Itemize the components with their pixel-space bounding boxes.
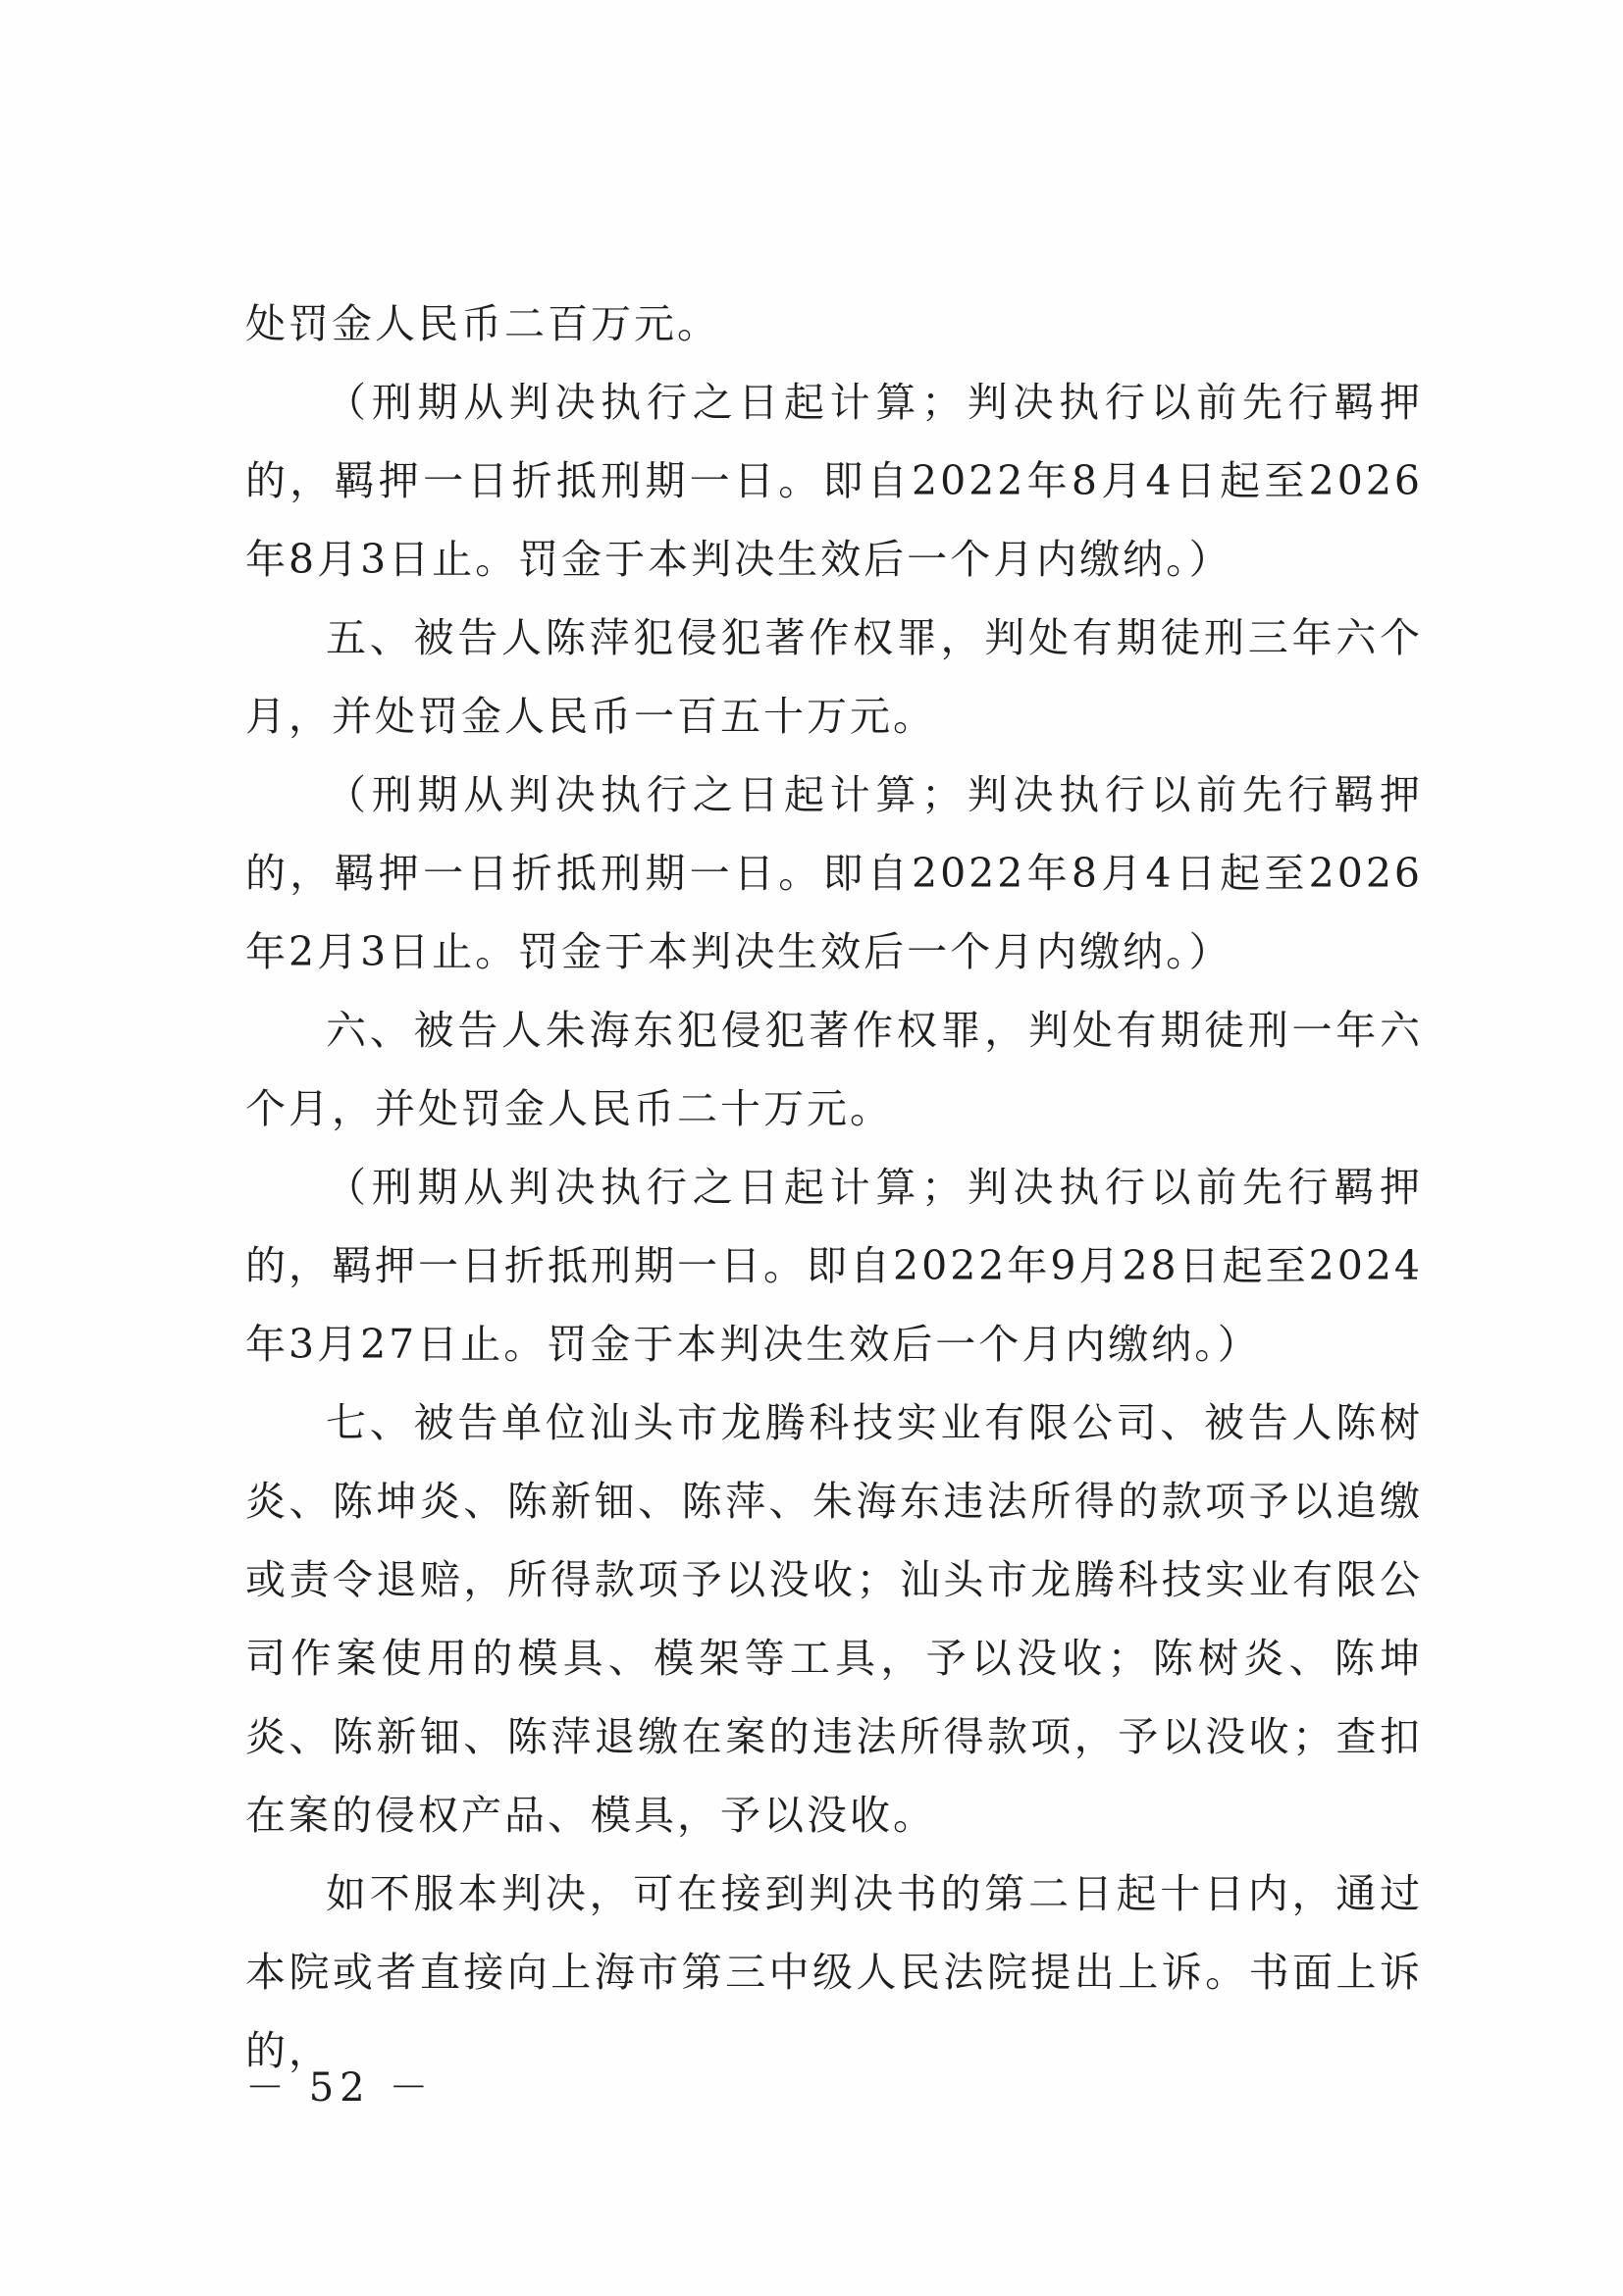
page-number: － 52 － [245,2065,435,2111]
paragraph-sentence-7: 七、被告单位汕头市龙腾科技实业有限公司、被告人陈树炎、陈坤炎、陈新钿、陈萍、朱海东违法所得的款项予以追缴或责令退赔，所得款项予以没收；汕头市龙腾科技实业有限公司作案使用的模具、模架等工具，予以没收；陈树炎、陈坤炎、陈新钿、陈萍退缴在案的违法所得款项，予以没收；查扣在案的侵权产品、模具，予以没收。 [245,1399,1423,1839]
paragraph-term-note-5: （刑期从判决执行之日起计算；判决执行以前先行羁押的，羁押一日折抵刑期一日。即自2022年8月4日起至2026年2月3日止。罚金于本判决生效后一个月内缴纳。） [245,771,1423,975]
paragraph-term-note-4: （刑期从判决执行之日起计算；判决执行以前先行羁押的，羁押一日折抵刑期一日。即自2022年8月4日起至2026年8月3日止。罚金于本判决生效后一个月内缴纳。） [245,379,1423,583]
paragraph-term-note-6: （刑期从判决执行之日起计算；判决执行以前先行羁押的，羁押一日折抵刑期一日。即自2022年9月28日起至2024年3月27日止。罚金于本判决生效后一个月内缴纳。） [245,1164,1423,1368]
paragraph-sentence-6: 六、被告人朱海东犯侵犯著作权罪，判处有期徒刑一年六个月，并处罚金人民币二十万元。 [245,1007,1423,1132]
judgment-body [245,285,1423,2090]
paragraph-fine-continuation: 处罚金人民币二百万元。 [245,300,720,347]
paragraph-appeal-notice: 如不服本判决，可在接到判决书的第二日起十日内，通过本院或者直接向上海市第三中级人民法院提出上诉。书面上诉的， [245,1870,1423,2074]
paragraph-sentence-5: 五、被告人陈萍犯侵犯著作权罪，判处有期徒刑三年六个月，并处罚金人民币一百五十万元。 [245,614,1423,740]
